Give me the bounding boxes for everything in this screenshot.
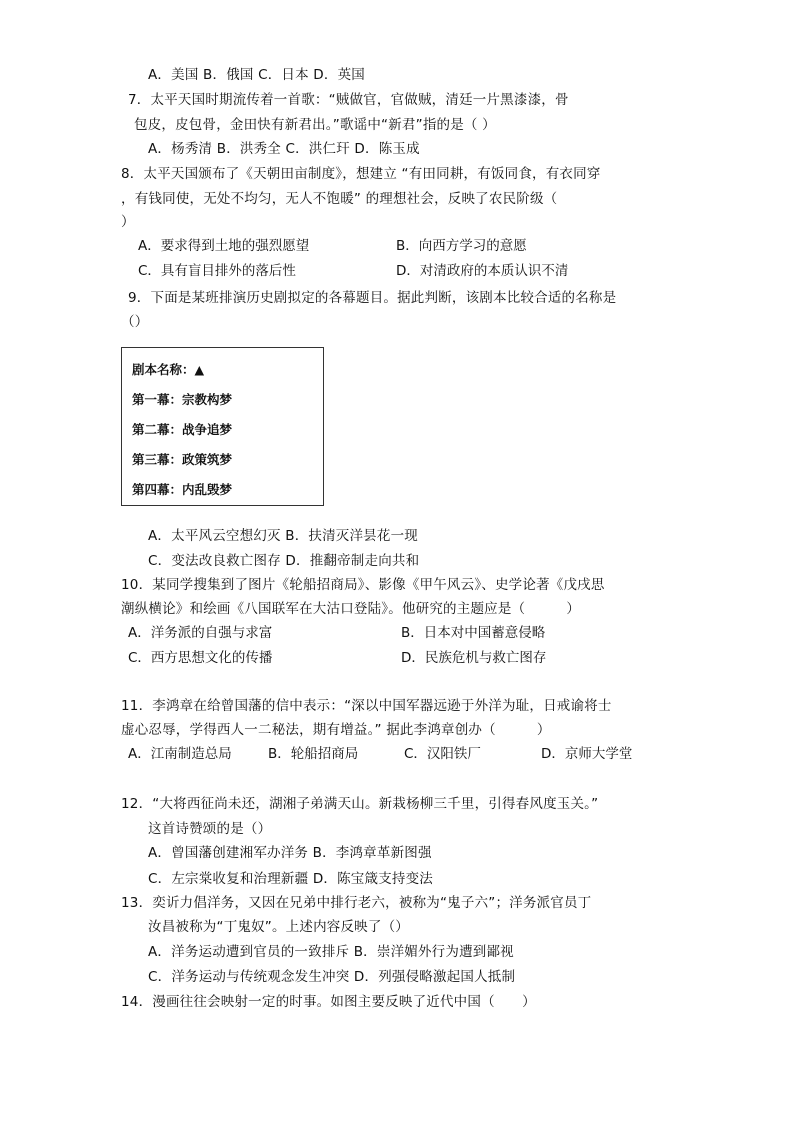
- script-act-3: 第三幕：政策筑梦: [132, 452, 233, 467]
- q9-stem-line1: 9．下面是某班排演历史剧拟定的各幕题目。据此判断，该剧本比较合适的名称是: [128, 290, 617, 306]
- q10-option-a: A．洋务派的自强与求富: [128, 625, 273, 641]
- q13-options-ab: A．洋务运动遭到官员的一致排斥 B．崇洋媚外行为遭到鄙视: [148, 944, 514, 960]
- q13-stem-line1: 13．奕䜣力倡洋务，又因在兄弟中排行老六，被称为“鬼子六”；洋务派官员丁: [121, 895, 592, 911]
- q11-stem-line1: 11．李鸿章在给曾国藩的信中表示：“深以中国军器远逊于外洋为耻，日戒谕将士: [121, 698, 612, 714]
- q8-option-c: C．具有盲目排外的落后性: [138, 263, 296, 279]
- q11-option-b: B．轮船招商局: [268, 746, 359, 762]
- q12-stem-line2: 这首诗赞颂的是（）: [148, 821, 272, 837]
- q8-option-b: B．向西方学习的意愿: [396, 238, 527, 254]
- q12-options-cd: C．左宗棠收复和治理新疆 D．陈宝箴支持变法: [148, 871, 434, 887]
- script-act-4: 第四幕：内乱毁梦: [132, 482, 233, 497]
- q10-option-d: D．民族危机与救亡图存: [401, 650, 547, 666]
- q7-options: A．杨秀清 B．洪秀全 C．洪仁玕 D．陈玉成: [148, 141, 420, 157]
- q10-stem-line2: 潮纵横论》和绘画《八国联军在大沽口登陆》。他研究的主题应是（ ）: [121, 601, 581, 617]
- q8-stem-line2: ，有钱同使，无处不均匀，无人不饱暖” 的理想社会，反映了农民阶级（: [121, 191, 558, 207]
- q8-option-a: A．要求得到土地的强烈愿望: [138, 238, 310, 254]
- q10-option-c: C．西方思想文化的传播: [128, 650, 273, 666]
- q10-option-b: B．日本对中国蓄意侵略: [401, 625, 546, 641]
- q7-stem-line1: 7．太平天国时期流传着一首歌：“贼做官，官做贼，清廷一片黑漆漆，骨: [128, 92, 569, 108]
- q13-stem-line2: 汝昌被称为“丁鬼奴”。上述内容反映了（）: [148, 919, 409, 935]
- q8-stem-line3: ）: [121, 214, 135, 230]
- q9-stem-line2: （）: [121, 314, 149, 330]
- q11-option-c: C．汉阳铁厂: [404, 746, 481, 762]
- q9-options-cd: C．变法改良救亡图存 D．推翻帝制走向共和: [148, 553, 420, 569]
- q12-options-ab: A．曾国藩创建湘军办洋务 B．李鸿章革新图强: [148, 845, 432, 861]
- q6-options: A．美国 B．俄国 C．日本 D．英国: [148, 67, 365, 83]
- q7-stem-line2: 包皮，皮包骨，金田快有新君出。”歌谣中“新君”指的是（ ）: [134, 117, 496, 133]
- q10-stem-line1: 10．某同学搜集到了图片《轮船招商局》、影像《甲午风云》、史学论著《戊戌思: [121, 577, 605, 593]
- q9-options-ab: A．太平风云空想幻灭 B．扶清灭洋昙花一现: [148, 528, 418, 544]
- q8-stem-line1: 8．太平天国颁布了《天朝田亩制度》，想建立 “有田同耕，有饭同食，有衣同穿: [121, 166, 601, 182]
- q11-option-a: A．江南制造总局: [128, 746, 232, 762]
- q12-stem-line1: 12．“大将西征尚未还，湖湘子弟满天山。新栽杨柳三千里，引得春风度玉关。”: [121, 796, 599, 812]
- q11-option-d: D．京师大学堂: [541, 746, 633, 762]
- script-title: 剧本名称：▲: [132, 362, 205, 377]
- script-act-1: 第一幕：宗教构梦: [132, 392, 233, 407]
- script-act-2: 第二幕：战争追梦: [132, 422, 233, 437]
- q14-stem-line1: 14．漫画往往会映射一定的时事。如图主要反映了近代中国（ ）: [121, 994, 536, 1010]
- q13-options-cd: C．洋务运动与传统观念发生冲突 D．列强侵略激起国人抵制: [148, 969, 516, 985]
- q11-stem-line2: 虚心忍辱，学得西人一二秘法，期有增益。” 据此李鸿章创办（ ）: [121, 722, 551, 738]
- q8-option-d: D．对清政府的本质认识不清: [396, 263, 569, 279]
- play-script-box: [121, 347, 324, 506]
